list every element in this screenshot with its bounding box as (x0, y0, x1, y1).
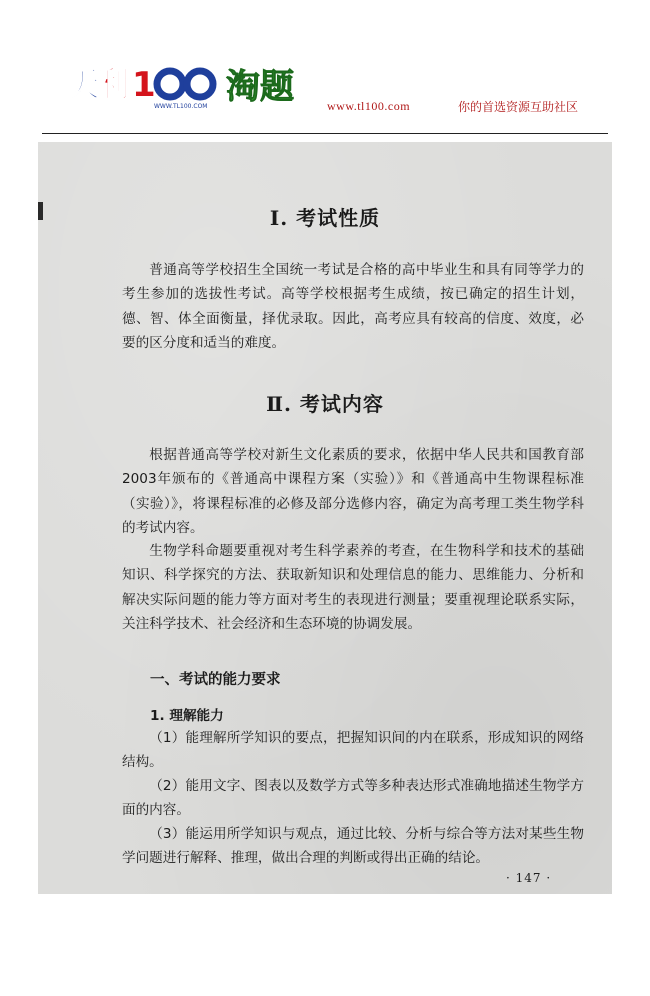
site-slogan: 你的首选资源互助社区 (458, 100, 579, 114)
subsection-heading-ability: 一、考试的能力要求 (150, 672, 281, 688)
list-item: （3）能运用所学知识与观点，通过比较、分析与综合等方法对某些生物学问题进行解释、推理，做出合理的判断或得出正确的结论。 (122, 826, 584, 867)
item-heading-understanding: 1. 理解能力 (150, 708, 224, 724)
logo-digit-0b (187, 71, 213, 97)
paragraph-nature: 普通高等学校招生全国统一考试是合格的高中毕业生和具有同等学力的考生参加的选拔性考试。高等学校根据考生成绩，按已确定的招生计划，德、智、体全面衡量，择优录取。因此，高考应具有较高的信度、效度，必要的区分度和适当的难度。 (122, 262, 584, 351)
logo-word-li: 利 (96, 65, 130, 105)
list-item: （1）能理解所学知识的要点，把握知识间的内在联系，形成知识的网络结构。 (122, 730, 584, 771)
logo-small-url: WWW.TL100.COM (154, 103, 208, 110)
logo-digit-0a (157, 71, 183, 97)
tl100-logo[interactable] (66, 56, 306, 112)
paragraph-content-focus: 生物学科命题要重视对考生科学素养的考查，在生物科学和技术的基础知识、科学探究的方法、获取新知识和处理信息的能力、思维能力、分析和解决实际问题的能力等方面对考生的表现进行测量；要重视理论联系实际，关注科学技术、社会经济和生态环境的协调发展。 (122, 543, 584, 632)
logo-digit-1: 1 (132, 65, 156, 105)
site-url-link[interactable]: www.tl100.com (327, 99, 411, 113)
scanned-page (38, 142, 612, 894)
site-header (0, 0, 650, 140)
logo-word-tianli: 天 (66, 65, 100, 105)
logo-word-taoti: 淘题 (226, 67, 294, 107)
paragraph-content-basis: 根据普通高等学校对新生文化素质的要求，依据中华人民共和国教育部2003年颁布的《普通高中课程方案（实验）》和《普通高中生物课程标准（实验）》，将课程标准的必修及部分选修内容，确定为高考理工类生物学科的考试内容。 (122, 447, 584, 536)
list-item: （2）能用文字、图表以及数学方式等多种表达形式准确地描述生物学方面的内容。 (122, 778, 584, 819)
header-divider (42, 133, 608, 134)
section-heading-content: Ⅱ. 考试内容 (266, 392, 384, 416)
section-heading-nature: Ⅰ. 考试性质 (269, 206, 381, 230)
page-number: · 147 · (506, 871, 552, 885)
